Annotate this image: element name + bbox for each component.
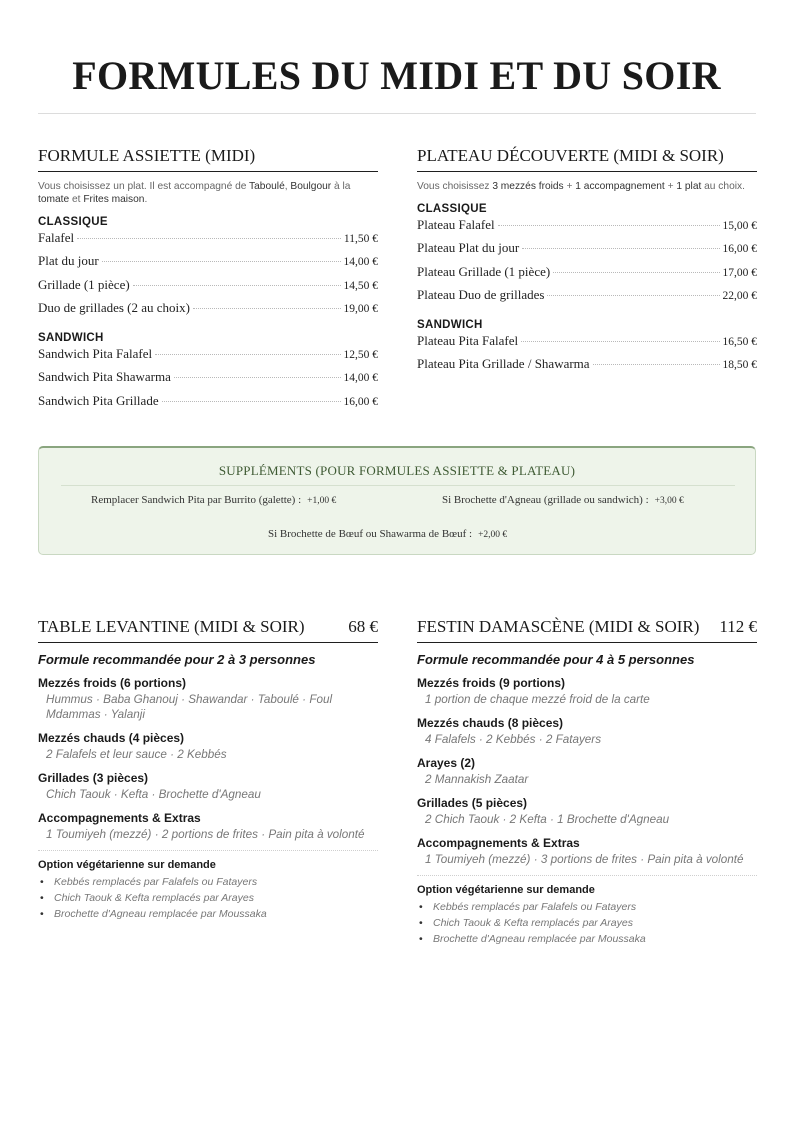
formula-price: 112 €: [719, 617, 757, 636]
menu-item: Sandwich Pita Falafel 12,50 €: [38, 346, 378, 362]
item-price: 14,00 €: [343, 256, 378, 269]
menu-item: Plateau Duo de grillades 22,00 €: [417, 286, 757, 302]
group-title: Mezzés chauds (4 pièces): [38, 731, 185, 745]
item-price: 16,50 €: [722, 336, 757, 349]
leader-dots: [162, 401, 341, 402]
category-label: CLASSIQUE: [417, 203, 487, 215]
leader-dots: [193, 308, 341, 309]
group-text: 2 Falafels et leur sauce · 2 Kebbés: [46, 748, 227, 761]
group-text: 2 Mannakish Zaatar: [425, 773, 529, 786]
category-label: SANDWICH: [38, 332, 104, 345]
supplement-price: +2,00 €: [478, 530, 508, 540]
section-heading: PLATEAU DÉCOUVERTE (MIDI & SOIR): [417, 146, 757, 172]
section-heading: TABLE LEVANTINE (MIDI & SOIR) 68 €: [38, 617, 378, 643]
leader-dots: [547, 295, 719, 296]
page-title: FORMULES DU MIDI ET DU SOIR: [72, 53, 721, 98]
group-text: 4 Falafels · 2 Kebbés · 2 Fatayers: [425, 733, 602, 746]
group-text: Hummus · Baba Ghanouj · Shawandar · Taboulé · Foul Mdammas · Yalanji: [46, 693, 333, 721]
veg-divider: [417, 875, 757, 876]
group-title: Arayes (2): [417, 756, 476, 770]
item-price: 16,00 €: [343, 395, 378, 408]
menu-item: Sandwich Pita Shawarma 14,00 €: [38, 369, 378, 385]
category-label: SANDWICH: [417, 319, 483, 332]
group-title: Mezzés froids (6 portions): [38, 676, 187, 690]
table-levantine-section: [38, 617, 378, 922]
group-title: Accompagnements & Extras: [417, 836, 580, 850]
item-price: 15,00 €: [722, 220, 757, 232]
formula-price: 68 €: [348, 617, 378, 636]
menu-item: Sandwich Pita Grillade 16,00 €: [38, 392, 378, 408]
leader-dots: [77, 238, 341, 239]
supplement-item: Remplacer Sandwich Pita par Burrito (galette) : +1,00 €: [91, 494, 337, 506]
item-price: 12,50 €: [343, 349, 378, 362]
item-price: 22,00 €: [722, 289, 757, 302]
veg-option-title: Option végétarienne sur demande: [417, 884, 595, 896]
leader-dots: [521, 341, 719, 342]
section-intro: Vous choisissez 3 mezzés froids + 1 accompagnement + 1 plat au choix.: [417, 181, 745, 192]
group-title: Accompagnements & Extras: [38, 811, 201, 825]
supplement-price: +3,00 €: [654, 496, 684, 506]
supplement-price: +1,00 €: [307, 496, 337, 506]
group-title: Grillades (3 pièces): [38, 771, 149, 785]
plateau-decouverte-section: [417, 146, 757, 379]
formula-subtitle: Formule recommandée pour 4 à 5 personnes: [417, 652, 695, 667]
veg-divider: [38, 850, 378, 851]
formule-assiette-section: [38, 146, 378, 415]
leader-dots: [593, 364, 720, 365]
supplements-box: [38, 446, 756, 555]
leader-dots: [102, 261, 341, 262]
formula-subtitle: Formule recommandée pour 2 à 3 personnes: [38, 652, 316, 667]
menu-item: Grillade (1 pièce) 14,50 €: [38, 276, 378, 292]
group-title: Mezzés froids (9 portions): [417, 676, 566, 690]
title-divider: [38, 113, 756, 114]
item-price: 19,00 €: [343, 302, 378, 315]
list-item: • Chich Taouk & Kefta remplacés par Arayes: [38, 890, 378, 906]
group-text: 1 Toumiyeh (mezzé) · 2 portions de frites · Pain pita à volonté: [46, 828, 365, 841]
item-price: 17,00 €: [722, 266, 757, 279]
leader-dots: [133, 285, 341, 286]
list-item: • Chich Taouk & Kefta remplacés par Arayes: [417, 915, 757, 931]
list-item: • Brochette d'Agneau remplacée par Moussaka: [417, 931, 757, 947]
group-text: Chich Taouk · Kefta · Brochette d'Agneau: [46, 788, 261, 801]
list-item: • Kebbés remplacés par Falafels ou Fatayers: [417, 899, 757, 915]
supplements-title: SUPPLÉMENTS (POUR FORMULES ASSIETTE & PLATEAU): [218, 463, 576, 478]
supplements-divider: [61, 485, 735, 486]
menu-item: Falafel 11,50 €: [38, 230, 378, 245]
leader-dots: [522, 248, 719, 249]
menu-item: Duo de grillades (2 au choix) 19,00 €: [38, 299, 378, 315]
menu-item: Plateau Plat du jour 16,00 €: [417, 240, 757, 256]
menu-item: Plateau Pita Grillade / Shawarma 18,50 €: [417, 356, 757, 372]
list-item: • Brochette d'Agneau remplacée par Moussaka: [38, 906, 378, 922]
group-text: 1 Toumiyeh (mezzé) · 3 portions de frites · Pain pita à volonté: [425, 853, 744, 866]
group-title: Mezzés chauds (8 pièces): [417, 716, 564, 730]
veg-option-title: Option végétarienne sur demande: [38, 859, 216, 871]
festin-damascene-section: [417, 617, 757, 947]
menu-item: Plateau Grillade (1 pièce) 17,00 €: [417, 263, 757, 279]
leader-dots: [498, 225, 720, 226]
veg-option-list: [38, 874, 378, 922]
group-text: 2 Chich Taouk · 2 Kefta · 1 Brochette d'Agneau: [425, 813, 670, 826]
menu-item: Plateau Falafel 15,00 €: [417, 217, 757, 232]
group-text: 1 portion de chaque mezzé froid de la carte: [425, 693, 650, 706]
supplement-item: Si Brochette de Bœuf ou Shawarma de Bœuf : +2,00 €: [268, 528, 508, 540]
menu-item: Plateau Pita Falafel 16,50 €: [417, 333, 757, 349]
section-intro: Vous choisissez un plat. Il est accompagné de Taboulé, Boulgour à la tomate et Frites maison.: [38, 181, 351, 205]
list-item: • Kebbés remplacés par Falafels ou Fatayers: [38, 874, 378, 890]
leader-dots: [174, 377, 341, 378]
leader-dots: [553, 272, 719, 273]
menu-item: Plat du jour 14,00 €: [38, 253, 378, 269]
item-price: 18,50 €: [722, 359, 757, 372]
item-price: 14,00 €: [343, 372, 378, 385]
section-heading: FESTIN DAMASCÈNE (MIDI & SOIR) 112 €: [417, 617, 757, 643]
supplement-item: Si Brochette d'Agneau (grillade ou sandwich) : +3,00 €: [442, 494, 684, 506]
item-price: 14,50 €: [343, 279, 378, 292]
section-heading: FORMULE ASSIETTE (MIDI): [38, 146, 378, 172]
item-price: 11,50 €: [343, 233, 378, 245]
leader-dots: [155, 354, 340, 355]
category-label: CLASSIQUE: [38, 216, 108, 228]
group-title: Grillades (5 pièces): [417, 796, 528, 810]
veg-option-list: [417, 899, 757, 947]
item-price: 16,00 €: [722, 243, 757, 256]
